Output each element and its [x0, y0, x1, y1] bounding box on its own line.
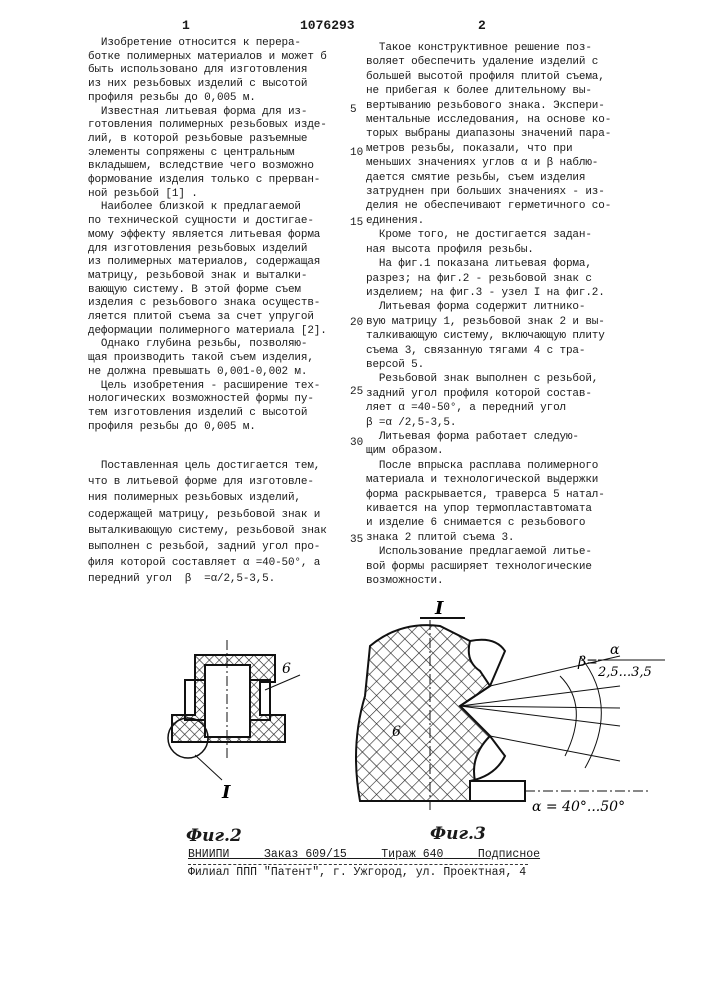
figure-3-drawing [320, 596, 680, 821]
text-line: тем изготовления изделий с высотой [88, 407, 327, 421]
text-line: Наиболее близкой к предлагаемой [88, 201, 327, 215]
text-line: Поставленная цель достигается тем, [88, 458, 327, 474]
text-line: кивается на упор термопластавтомата [366, 502, 611, 516]
text-line: На фиг.1 показана литьевая форма, [366, 257, 611, 271]
text-line: быть использовано для изготовления [88, 64, 327, 78]
footer-order: Заказ 609/15 [264, 848, 347, 861]
text-line: содержащей матрицу, резьбовой знак и [88, 507, 327, 523]
text-line: делия не обеспечивают герметичного со- [366, 199, 611, 213]
text-line: ляется плитой съема за счет упругой [88, 311, 327, 325]
text-line: Использование предлагаемой литье- [366, 545, 611, 559]
text-line: элементы сопряжены с центральным [88, 147, 327, 161]
text-line: Изобретение относится к перера- [88, 37, 327, 51]
text-line: из них резьбовых изделий с высотой [88, 78, 327, 92]
text-line: деформации полимерного материала [2]. [88, 325, 327, 339]
text-line: единения. [366, 214, 611, 228]
text-line: лий, в которой резьбовые разъемные [88, 133, 327, 147]
figure-3-caption: Фиг.3 [430, 824, 486, 844]
text-line: Такое конструктивное решение поз- [366, 41, 611, 55]
text-line: не прибегая к более длительному вы- [366, 84, 611, 98]
column-number-right: 2 [478, 18, 486, 33]
text-line: Известная литьевая форма для из- [88, 106, 327, 120]
line-number: 20 [350, 317, 363, 329]
text-line: что в литьевой форме для изготовле- [88, 474, 327, 490]
line-number: 15 [350, 217, 363, 229]
text-line: торых выбраны диапазоны значений пара- [366, 127, 611, 141]
text-line: разрез; на фиг.2 - резьбовой знак с [366, 272, 611, 286]
text-line: Однако глубина резьбы, позволяю- [88, 338, 327, 352]
text-line: матрицу, резьбовой знак и выталки- [88, 270, 327, 284]
text-line: изделия с резьбового знака осуществ- [88, 297, 327, 311]
footer-subscription: Подписное [478, 848, 540, 861]
right-column-text [366, 41, 611, 588]
text-line: вой формы расширяет технологические [366, 560, 611, 574]
text-line: мому эффекту является литьевая форма [88, 229, 327, 243]
text-line: Кроме того, не достигается задан- [366, 228, 611, 242]
figure-2-part-label: 6 [282, 661, 291, 677]
text-line: метров резьбы, показали, что при [366, 142, 611, 156]
text-line: и изделие 6 снимается с резьбового [366, 516, 611, 530]
text-line: щая производить такой съем изделия, [88, 352, 327, 366]
text-line: затруднен при больших значениях - из- [366, 185, 611, 199]
column-number-left: 1 [182, 18, 190, 33]
text-line: ная высота профиля резьбы. [366, 243, 611, 257]
left-column-text-claim [88, 458, 327, 588]
figure-2-drawing [150, 620, 330, 820]
figure-2-node-label: I [221, 782, 231, 803]
text-line: форма раскрывается, траверса 5 натал- [366, 488, 611, 502]
figure-3-beta-denominator: 2,5...3,5 [597, 665, 652, 680]
text-line: из полимерных материалов, содержащая [88, 256, 327, 270]
footer-imprint-line [188, 848, 540, 861]
text-line: ботке полимерных материалов и может б [88, 51, 327, 65]
figure-3-beta-label: β= [577, 654, 598, 670]
footer-divider [188, 864, 528, 865]
text-line: β =α /2,5-3,5. [366, 416, 611, 430]
figure-2-caption: Фиг.2 [186, 826, 242, 846]
text-line: формование изделия только с прерван- [88, 174, 327, 188]
text-line: талкивающую систему, включающую плиту [366, 329, 611, 343]
figure-3-node-label: I [434, 598, 444, 619]
patent-number: 1076293 [300, 18, 355, 33]
text-line: нологических возможностей формы пу- [88, 393, 327, 407]
text-line: щим образом. [366, 444, 611, 458]
text-line: материала и технологической выдержки [366, 473, 611, 487]
text-line: Резьбовой знак выполнен с резьбой, [366, 372, 611, 386]
text-line: готовления полимерных резьбовых изде- [88, 119, 327, 133]
text-line: ляет α =40-50°, а передний угол [366, 401, 611, 415]
text-line: передний угол β =α/2,5-3,5. [88, 571, 327, 587]
text-line: Цель изобретения - расширение тех- [88, 380, 327, 394]
text-line: профиля резьбы до 0,005 м. [88, 92, 327, 106]
text-line: выполнен с резьбой, задний угол про- [88, 539, 327, 555]
text-line: профиля резьбы до 0,005 м. [88, 421, 327, 435]
text-line: филя которой составляет α =40-50°, а [88, 555, 327, 571]
left-column-text [88, 37, 327, 434]
figure-3-part-label: 6 [392, 724, 401, 740]
text-line: вкладышем, вследствие чего возможно [88, 160, 327, 174]
footer-org: ВНИИПИ [188, 848, 229, 861]
text-line: ния полимерных резьбовых изделий, [88, 490, 327, 506]
line-number: 5 [350, 104, 357, 116]
line-number: 10 [350, 147, 363, 159]
text-line: вающую систему. В этой форме съем [88, 284, 327, 298]
text-line: для изготовления резьбовых изделий [88, 243, 327, 257]
text-line: изделием; на фиг.3 - узел I на фиг.2. [366, 286, 611, 300]
text-line: не должна превышать 0,001-0,002 м. [88, 366, 327, 380]
text-line: задний угол профиля которой состав- [366, 387, 611, 401]
text-line: вертыванию резьбового знака. Экспери- [366, 99, 611, 113]
text-line: вую матрицу 1, резьбовой знак 2 и вы- [366, 315, 611, 329]
text-line: по технической сущности и достигае- [88, 215, 327, 229]
text-line: дается смятие резьбы, съем изделия [366, 171, 611, 185]
text-line: меньших значениях углов α и β наблю- [366, 156, 611, 170]
line-number: 25 [350, 386, 363, 398]
footer-circulation: Тираж 640 [381, 848, 443, 861]
figure-3-beta-numerator: α [610, 642, 620, 658]
footer-address: Филиал ППП "Патент", г. Ужгород, ул. Проектная, 4 [188, 866, 526, 879]
text-line: Литьевая форма работает следую- [366, 430, 611, 444]
text-line: выталкивающую систему, резьбовой знак [88, 523, 327, 539]
text-line: воляет обеспечить удаление изделий с [366, 55, 611, 69]
text-line: После впрыска расплава полимерного [366, 459, 611, 473]
line-number: 35 [350, 534, 363, 546]
text-line: версой 5. [366, 358, 611, 372]
text-line: большей высотой профиля плитой съема, [366, 70, 611, 84]
text-line: знака 2 плитой съема 3. [366, 531, 611, 545]
text-line: съема 3, связанную тягами 4 с тра- [366, 344, 611, 358]
figure-3-alpha-label: α = 40°...50° [532, 799, 625, 815]
text-line: возможности. [366, 574, 611, 588]
text-line: Литьевая форма содержит литнико- [366, 300, 611, 314]
line-number: 30 [350, 437, 363, 449]
text-line: ментальные исследования, на основе ко- [366, 113, 611, 127]
text-line: ной резьбой [1] . [88, 188, 327, 202]
